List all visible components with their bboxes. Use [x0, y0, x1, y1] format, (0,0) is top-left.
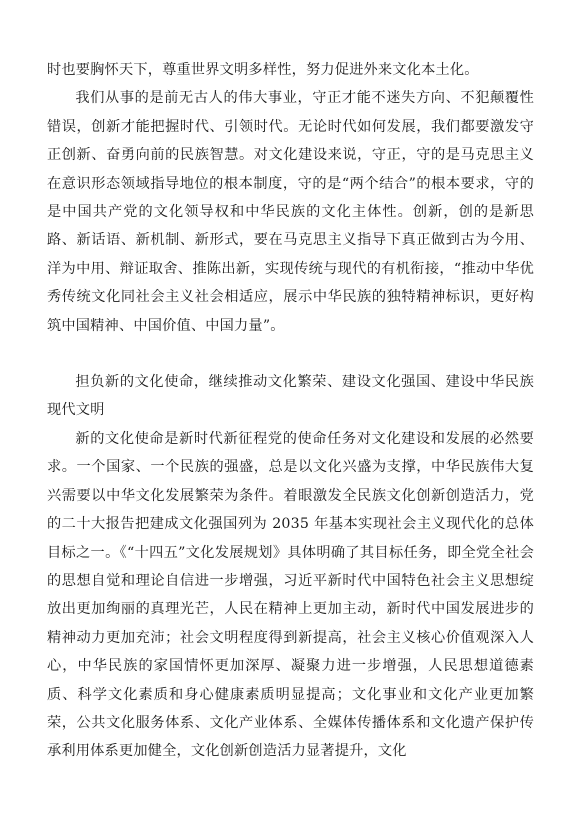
paragraph-continuation: 时也要胸怀天下，尊重世界文明多样性，努力促进外来文化本土化。 — [47, 62, 479, 78]
paragraph-cultural-mission: 新的文化使命是新时代新征程党的使命任务对文化建设和发展的必然要求。一个国家、一个民族的强盛，总是以文化兴盛为支撑，中华民族伟大复兴需要以中华文化发展繁荣为条件。着眼激发全民族文化创新创造活力，党的二十大报告把建成文化强国列为 2035 年基本实现社会主义现代化的总体目标之一。《“十四五”文化发展规划》具体明确了其目标任务，即全党全社会的思想自觉和理论自信进一步增强，习近平新时代中国特色社会主义思想绽放出更加绚丽的真理光芒，人民在精神上更加主动，新时代中国发展进步的精神动力更加充沛；社会文明程度得到新提高，社会主义核心价值观深入人心，中华民族的家国情怀更加深厚、凝聚力进一步增强，人民思想道德素质、科学文化素质和身心健康素质明显提高；文化事业和文化产业更加繁荣，公共文化服务体系、文化产业体系、全媒体传播体系和文化遗产保护传承利用体系更加健全，文化创新创造活力显著提升，文化 — [47, 430, 534, 760]
paragraph-shouzheng-chuangxin: 我们从事的是前无古人的伟大事业，守正才能不迷失方向、不犯颠覆性错误，创新才能把握时代、引领时代。无论时代如何发展，我们都要激发守正创新、奋勇向前的民族智慧。对文化建设来说，守正，守的是马克思主义在意识形态领域指导地位的根本制度，守的是“两个结合”的根本要求，守的是中国共产党的文化领导权和中华民族的文化主体性。创新，创的是新思路、新话语、新机制、新形式，要在马克思主义指导下真正做到古为今用、洋为中用、辩证取舍、推陈出新，实现传统与现代的有机衔接，“推动中华优秀传统文化同社会主义社会相适应，展示中华民族的独特精神标识，更好构筑中国精神、中国价值、中国力量”。 — [47, 90, 534, 334]
paragraph-gap — [47, 340, 534, 368]
section-heading: 担负新的文化使命，继续推动文化繁荣、建设文化强国、建设中华民族现代文明 — [47, 374, 534, 419]
